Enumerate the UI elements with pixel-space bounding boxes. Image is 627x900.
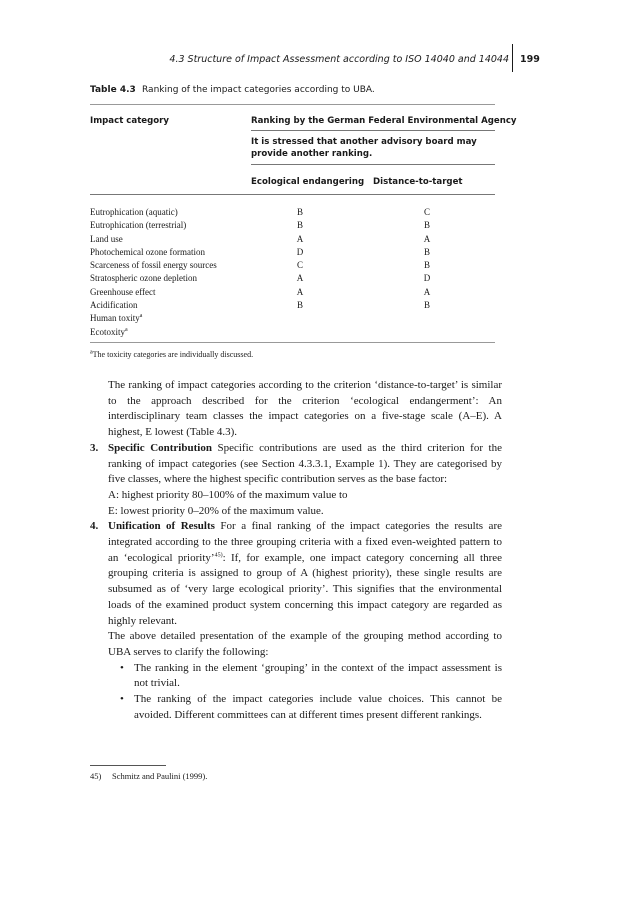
ranking-note-rule: [251, 164, 495, 165]
eco-cell: B: [296, 207, 303, 217]
table-top-rule: [90, 104, 495, 105]
dtt-cell: B: [423, 260, 430, 271]
table-row: [90, 287, 495, 300]
table-row: [90, 220, 495, 233]
priority-line-a: A: highest priority 80–100% of the maximum value to: [108, 488, 348, 501]
footnote-number: 45): [90, 771, 102, 781]
running-header: [0, 44, 627, 72]
table-row: [90, 273, 495, 286]
bullet-icon: •: [120, 693, 124, 706]
col-header-dtt: Distance-to-target: [373, 177, 463, 187]
category-cell: Eutrophication (terrestrial): [90, 220, 187, 231]
col-header-eco: Ecological endangering: [251, 177, 365, 187]
footnote-marker: a: [139, 313, 143, 320]
item-3-heading: Specific Contribution: [108, 441, 212, 454]
item-number: 3.: [90, 441, 99, 454]
dtt-cell: D: [423, 273, 431, 284]
table-row: [90, 260, 495, 273]
table-body: [90, 207, 495, 340]
table-caption-text: Ranking of the impact categories according to UBA.: [142, 85, 375, 95]
category-cell: Stratospheric ozone depletion: [90, 273, 197, 284]
eco-cell: A: [296, 233, 304, 244]
col-header-category: Impact category: [90, 116, 170, 126]
item-4-text-1: For a final ranking of the impact categories the results are integrated according to the three grouping criteria with a fixed even-weighted pattern to an ‘ecological priority’: [108, 520, 502, 564]
eco-cell: D: [296, 246, 304, 257]
table-row: [90, 247, 495, 260]
bullet-icon: •: [120, 661, 124, 674]
priority-line-e: E: lowest priority 0–20% of the maximum value.: [108, 504, 324, 517]
table-row: [90, 300, 495, 313]
table-row: [90, 234, 495, 247]
footnote-text: Schmitz and Paulini (1999).: [112, 771, 208, 781]
item-4-heading: Unification of Results: [108, 520, 215, 533]
table-row: [90, 327, 495, 340]
footnote-marker: a: [125, 326, 128, 333]
table-bottom-rule: [90, 342, 495, 343]
header-divider: [512, 44, 513, 72]
category-cell: Greenhouse effect: [90, 286, 156, 297]
table-footnote-text: The toxicity categories are individually discussed.: [92, 350, 254, 359]
item-4-paragraph: [108, 519, 502, 629]
table-caption: [90, 85, 375, 95]
ranking-note: It is stressed that another advisory board may provide another ranking.: [251, 137, 477, 159]
item-number: 4.: [90, 520, 99, 533]
item-3-paragraph: [108, 441, 502, 488]
eco-cell: A: [296, 273, 304, 284]
page-footnote: [90, 771, 207, 781]
item-4-text-2: : If, for example, one impact category concerning all three grouping criteria is assigned to group of A (highest priority), these single results are subsumed as of ‘very large ecological priority’. This signifies that the environmental loads of the examined product system concerning this impact category are regarded as highly relevant.: [108, 551, 502, 627]
eco-cell: A: [296, 286, 304, 297]
category-cell: Human toxity$^a$: [90, 313, 143, 324]
eco-cell: B: [296, 300, 303, 311]
intro-paragraph: The ranking of impact categories according to the criterion ‘distance-to-target’ is similar to the approach described for the criterion ‘ecological endangerment’: An interdisciplinary team classes the impact categories on a five-stage scale (A–E). A highest, E lowest (Table 4.3).: [108, 379, 502, 439]
dtt-cell: B: [423, 300, 430, 311]
running-title: 4.3 Structure of Impact Assessment according to ISO 14040 and 14044: [169, 54, 509, 65]
category-cell: Ecotoxity$^a$: [90, 326, 128, 337]
dtt-cell: C: [423, 207, 430, 217]
page-number: 199: [520, 54, 540, 65]
dtt-cell: B: [423, 220, 430, 231]
dtt-cell: A: [423, 233, 431, 244]
table-footnote-mark: a: [90, 349, 93, 356]
category-cell: Land use: [90, 233, 123, 244]
footnote-reference: 45): [214, 552, 223, 559]
category-cell: Acidification: [90, 300, 138, 311]
item-3-text: Specific contributions are used as the third criterion for the ranking of impact categories (see Section 4.3.3.1, Example 1). They are categorised by five classes, where the highest specific contribution serves as the base factor:: [108, 441, 502, 486]
bullet-list: [90, 661, 502, 724]
ranking-rule: [251, 130, 495, 131]
dtt-cell: A: [423, 286, 431, 297]
col-header-ranking: Ranking by the German Federal Environmental Agency: [251, 116, 517, 126]
dtt-cell: B: [423, 246, 430, 257]
list-item: • The ranking in the element ‘grouping’ in the context of the impact assessment is not trivial.: [120, 661, 502, 690]
table-row: [90, 313, 495, 326]
list-item-3: [90, 441, 502, 520]
table-row: [90, 207, 495, 220]
table-header-rule: [90, 194, 495, 195]
footnote-rule: [90, 765, 166, 766]
eco-cell: B: [296, 220, 303, 231]
list-item: • The ranking of the impact categories include value choices. This cannot be avoided. Different committees can at different times present different rankings.: [120, 693, 502, 721]
category-cell: Photochemical ozone formation: [90, 246, 205, 257]
eco-cell: C: [296, 260, 303, 271]
item-4-paragraph-2: The above detailed presentation of the example of the grouping method according to UBA serves to clarify the following:: [108, 630, 502, 658]
table-label: Table 4.3: [90, 85, 136, 95]
category-cell: Eutrophication (aquatic): [90, 207, 178, 217]
body-text: [90, 378, 502, 723]
table-footnote: [90, 350, 253, 359]
category-cell: Scarceness of fossil energy sources: [90, 260, 217, 271]
list-item-4: [90, 519, 502, 660]
